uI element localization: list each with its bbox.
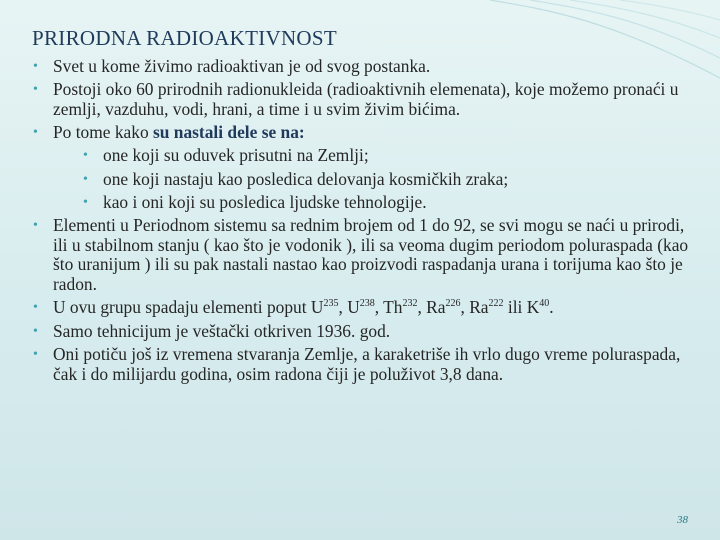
sub-bullet-list (53, 146, 692, 212)
bullet-text: Postoji oko 60 prirodnih radionukleida (radioaktivnih elemenata), koje možemo pronaći u zemlji, vazduhu, vodi, hrani, a time i u svim živim bićima. (53, 79, 679, 119)
highlighted-text: su nastali dele se na: (153, 122, 305, 143)
element-symbol: Ra (469, 297, 489, 318)
bullet-item (32, 298, 692, 318)
separator: , (374, 297, 384, 318)
period: . (549, 297, 554, 318)
element-symbol: U (347, 297, 360, 318)
bullet-text: Oni potiču još iz vremena stvaranja Zemlje, a karaketriše ih vrlo dugo vreme poluraspada, čak i do milijardu godina, osim radona čiji je poluživot 3,8 dana. (53, 343, 681, 384)
bullet-text: Samo tehnicijum je veštački otkriven 1936. god. (53, 320, 391, 341)
bullet-text: Po tome kako (53, 122, 153, 143)
mass-number: 235 (323, 298, 339, 310)
bullet-item (32, 322, 692, 342)
bullet-item (32, 57, 692, 77)
mass-number: 222 (488, 298, 504, 310)
mass-number: 232 (402, 298, 418, 310)
bullet-text: Elementi u Periodnom sistemu sa rednim brojem od 1 do 92, se svi mogu se naći u prirodi, ili u stabilnom stanju ( kao što je vodonik ), ili sa veoma dugim periodom poluraspada (kao što uranijum ) ili su pak nastali nastao kao proizvodi raspadanja urana i torijuma kao što je radon. (53, 215, 689, 295)
separator: , (460, 297, 470, 318)
slide-title: PRIRODNA RADIOAKTIVNOST (32, 26, 337, 50)
sub-bullet-item (82, 170, 692, 190)
slide-content (32, 57, 692, 388)
element-symbol: K (526, 297, 540, 318)
sub-bullet-item (82, 193, 692, 213)
separator: , (417, 297, 427, 318)
element-symbol: U (310, 297, 324, 318)
bullet-item (32, 80, 692, 119)
conjunction: ili (503, 297, 527, 318)
mass-number: 40 (539, 298, 550, 310)
element-symbol: Ra (426, 297, 446, 318)
bullet-item (32, 123, 692, 212)
bullet-item (32, 216, 692, 294)
separator: , (338, 297, 348, 318)
sub-bullet-item (82, 146, 692, 166)
mass-number: 238 (359, 298, 375, 310)
bullet-item (32, 345, 692, 384)
bullet-list (32, 57, 692, 384)
page-number: 38 (677, 514, 688, 526)
sub-bullet-text: one koji su oduvek prisutni na Zemlji; (103, 145, 369, 166)
bullet-text: Svet u kome živimo radioaktivan je od svog postanka. (53, 56, 431, 76)
isotope-intro: U ovu grupu spadaju elementi poput (53, 297, 311, 318)
sub-bullet-text: one koji nastaju kao posledica delovanja kosmičkih zraka; (103, 168, 509, 189)
sub-bullet-text: kao i oni koji su posledica ljudske tehnologije. (103, 192, 427, 212)
element-symbol: Th (383, 297, 403, 318)
mass-number: 226 (445, 298, 461, 310)
